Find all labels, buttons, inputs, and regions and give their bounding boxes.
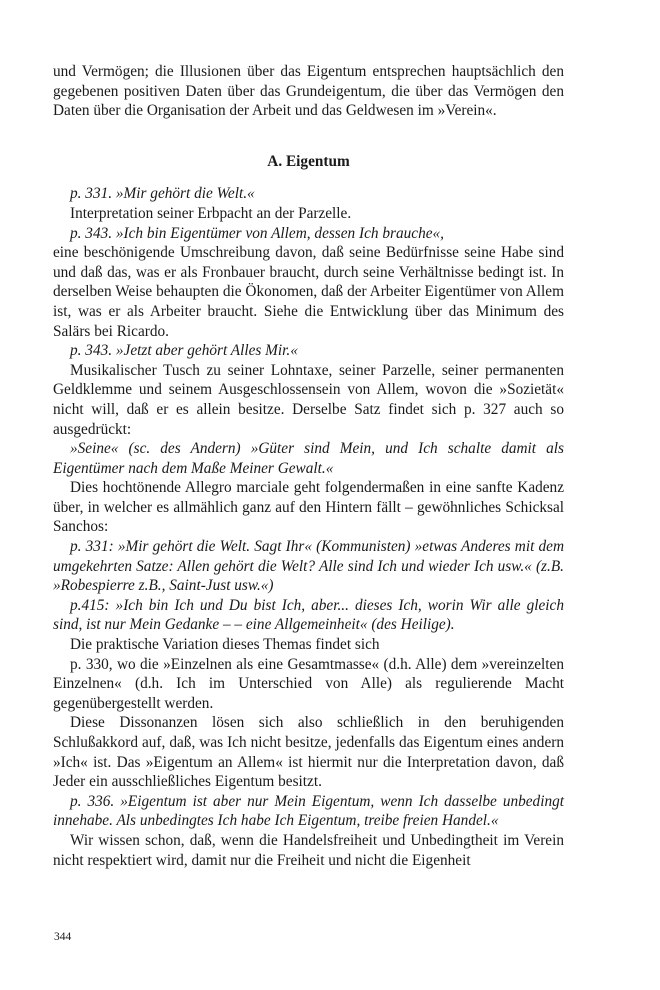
section-heading: A. Eigentum	[267, 152, 350, 170]
paragraph: p. 336. »Eigentum ist aber nur Mein Eigentum, wenn Ich dasselbe unbedingt innehabe. Als unbedingtes Ich habe Ich Eigentum, treibe freien Handel.«	[53, 792, 564, 830]
paragraph: p. 343. »Jetzt aber gehört Alles Mir.«	[70, 342, 298, 360]
paragraph: Wir wissen schon, daß, wenn die Handelsfreiheit und Unbedingtheit im Verein nicht respektiert wird, damit nur die Freiheit und nicht die Eigenheit	[53, 831, 564, 869]
paragraph: eine beschönigende Umschreibung davon, daß seine Bedürfnisse seine Habe sind und daß das, was er als Fronbauer braucht, durch seine Verhältnisse bedingt ist. In derselben Weise behaupten die Ökonomen, daß der Arbeiter Eigentümer von Allem ist, was er als Arbeiter braucht. Siehe die Entwicklung über das Minimum des Salärs bei Ricardo.	[53, 244, 564, 340]
paragraph: p. 331. »Mir gehört die Welt.«	[70, 185, 255, 203]
paragraph: »Seine« (sc. des Andern) »Güter sind Mein, und Ich schalte damit als Eigentümer nach dem Maße Meiner Gewalt.«	[53, 440, 564, 477]
intro-paragraph: und Vermögen; die Illusionen über das Eigentum entsprechen hauptsächlich den gegebenen positiven Daten über das Grundeigentum, die über das Vermögen den Daten über die Organisation der Arbeit und das Geldwesen im »Verein«.	[53, 63, 564, 120]
paragraph: Die praktische Variation dieses Themas findet sich	[70, 636, 380, 654]
paragraph: p. 330, wo die »Einzelnen als eine Gesamtmasse« (d.h. Alle) dem »vereinzelten Einzelnen« (d.h. Ich im Unterschied von Alle) als regulierende Macht gegenübergestellt werden.	[53, 655, 564, 712]
page-number: 344	[54, 931, 72, 943]
paragraph: Musikalischer Tusch zu seiner Lohntaxe, seiner Parzelle, seiner permanenten Geldklemme und seinem Ausgeschlossensein von Allem, wovon die »Sozietät« nicht will, daß er es allein besitze. Derselbe Satz findet sich p. 327 auch so ausgedrückt:	[53, 361, 564, 438]
paragraph: p.415: »Ich bin Ich und Du bist Ich, aber... dieses Ich, worin Wir alle gleich sind, ist nur Mein Gedanke – – eine Allgemeinheit« (des Heilige).	[53, 596, 564, 634]
paragraph: p. 343. »Ich bin Eigentümer von Allem, dessen Ich brauche«,	[70, 224, 444, 242]
paragraph: Dies hochtönende Allegro marciale geht folgendermaßen in eine sanfte Kadenz über, in welcher es allmählich ganz auf den Hintern fällt – gewöhnliches Schicksal Sanchos:	[53, 479, 564, 536]
body-text	[53, 62, 564, 870]
paragraph: p. 331: »Mir gehört die Welt. Sagt Ihr« (Kommunisten) »etwas Anderes mit dem umgekehrten Satze: Allen gehört die Welt? Alle sind Ich und wieder Ich usw.« (z.B. »Robespierre z.B., Saint-Just usw.«)	[53, 538, 564, 595]
paragraph: Diese Dissonanzen lösen sich also schließlich in den beruhigenden Schlußakkord auf, daß, was Ich nicht besitze, jedenfalls das Eigentum eines andern »Ich« ist. Das »Eigentum an Allem« ist hiermit nur die Interpretation davon, daß Jeder ein ausschließliches Eigentum besitzt.	[53, 714, 564, 791]
paragraph: Interpretation seiner Erbpacht an der Parzelle.	[70, 204, 352, 222]
